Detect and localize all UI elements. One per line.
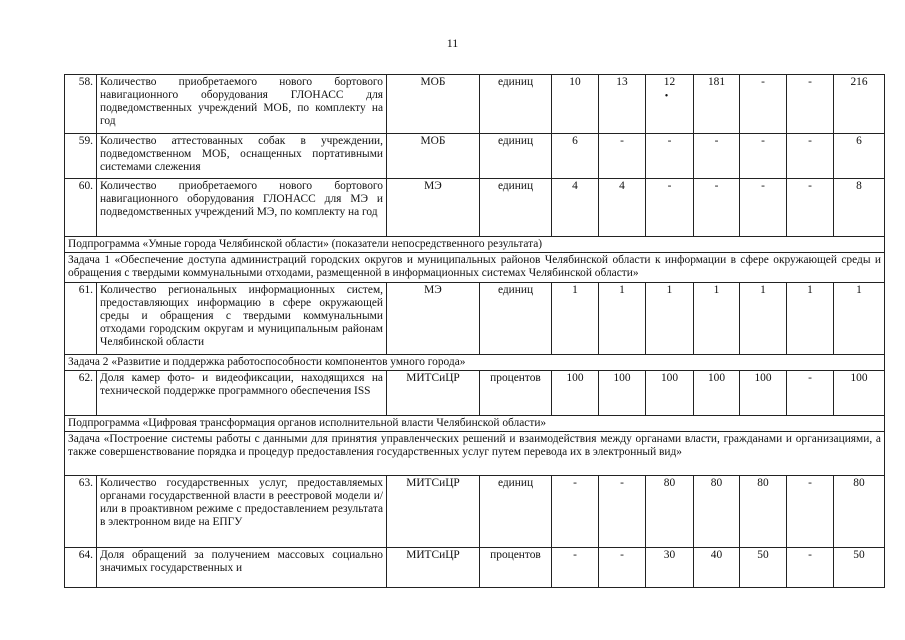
value-cell: 10 <box>552 75 599 134</box>
value-cell: - <box>740 179 787 237</box>
value-cell: - <box>787 548 834 588</box>
task-row <box>65 432 885 476</box>
subprogram-row <box>65 416 885 432</box>
responsible-org: МИТСиЦР <box>387 476 480 548</box>
task-row <box>65 355 885 371</box>
value-cell: 80 <box>834 476 885 548</box>
unit: единиц <box>480 476 552 548</box>
responsible-org: МОБ <box>387 75 480 134</box>
indicators-table <box>64 74 885 588</box>
task-heading: Задача 2 «Развитие и поддержка работоспособности компонентов умного города» <box>65 355 885 371</box>
unit: единиц <box>480 75 552 134</box>
value-cell: 1 <box>740 283 787 355</box>
subprogram-row <box>65 237 885 253</box>
value-cell: 6 <box>552 134 599 179</box>
value-cell: 1 <box>646 283 694 355</box>
value-cell: 4 <box>552 179 599 237</box>
indicator-name: Количество приобретаемого нового бортового навигационного оборудования ГЛОНАСС для МЭ и подведомственных учреждений МЭ, по комплекту на год <box>97 179 387 237</box>
indicator-name: Количество приобретаемого нового бортового навигационного оборудования ГЛОНАСС для подведомственных учреждений МОБ, по комплекту на год <box>97 75 387 134</box>
value-cell: 181 <box>694 75 740 134</box>
value-cell: 50 <box>740 548 787 588</box>
table-row <box>65 548 885 588</box>
value-text: 12 <box>663 76 676 88</box>
indicator-name: Количество государственных услуг, предоставляемых органами государственной власти в реестровой модели и/или в проактивном режиме с предоставлением результата в электронном виде на ЕПГУ <box>97 476 387 548</box>
value-cell: 50 <box>834 548 885 588</box>
task-heading: Задача 1 «Обеспечение доступа администраций городских округов и муниципальных районов Челябинской области к информации в сфере окружающей среды и обращения с твердыми коммунальными отходами, размещенной в информационных системах Челябинской области» <box>65 253 885 283</box>
value-cell: 13 <box>599 75 646 134</box>
table-row <box>65 283 885 355</box>
value-cell: - <box>787 371 834 416</box>
responsible-org: МИТСиЦР <box>387 371 480 416</box>
indicator-name: Количество региональных информационных систем, предоставляющих информацию в сфере окружающей среды и обращения с твердыми коммунальными отходами городским округам и муниципальным районам Челябинской области <box>97 283 387 355</box>
value-cell: 80 <box>646 476 694 548</box>
page-number: 11 <box>446 36 459 50</box>
table-row <box>65 371 885 416</box>
unit: процентов <box>480 548 552 588</box>
value-cell: 100 <box>552 371 599 416</box>
value-cell: - <box>599 476 646 548</box>
value-cell: 4 <box>599 179 646 237</box>
value-cell: - <box>552 548 599 588</box>
row-number: 58. <box>65 75 97 134</box>
value-cell: - <box>787 134 834 179</box>
value-cell: 216 <box>834 75 885 134</box>
value-cell: 100 <box>599 371 646 416</box>
value-cell: - <box>740 134 787 179</box>
value-cell: 80 <box>740 476 787 548</box>
value-cell: 1 <box>787 283 834 355</box>
row-number: 61. <box>65 283 97 355</box>
task-row <box>65 253 885 283</box>
subprogram-heading: Подпрограмма «Цифровая трансформация органов исполнительной власти Челябинской области» <box>65 416 885 432</box>
responsible-org: МЭ <box>387 283 480 355</box>
row-number: 64. <box>65 548 97 588</box>
value-cell: 100 <box>646 371 694 416</box>
unit: единиц <box>480 283 552 355</box>
value-cell: - <box>646 179 694 237</box>
value-cell: 80 <box>694 476 740 548</box>
value-cell: - <box>694 179 740 237</box>
subprogram-heading: Подпрограмма «Умные города Челябинской области» (показатели непосредственного результата) <box>65 237 885 253</box>
value-cell: 8 <box>834 179 885 237</box>
value-cell: - <box>740 75 787 134</box>
unit: единиц <box>480 179 552 237</box>
value-cell: - <box>694 134 740 179</box>
table-row <box>65 75 885 134</box>
value-cell: - <box>787 179 834 237</box>
value-cell: 100 <box>834 371 885 416</box>
table-row <box>65 134 885 179</box>
value-cell: 100 <box>694 371 740 416</box>
value-cell: 1 <box>834 283 885 355</box>
indicator-name: Доля обращений за получением массовых социально значимых государственных и <box>97 548 387 588</box>
value-cell <box>646 75 694 134</box>
value-cell: 30 <box>646 548 694 588</box>
responsible-org: МЭ <box>387 179 480 237</box>
value-cell: 1 <box>552 283 599 355</box>
row-number: 60. <box>65 179 97 237</box>
value-cell: - <box>599 548 646 588</box>
indicator-name: Количество аттестованных собак в учреждении, подведомственном МОБ, оснащенных портативными системами слежения <box>97 134 387 179</box>
value-cell: - <box>787 75 834 134</box>
table-row <box>65 179 885 237</box>
dot-mark: • <box>664 91 669 102</box>
value-cell: - <box>646 134 694 179</box>
value-cell: - <box>599 134 646 179</box>
unit: процентов <box>480 371 552 416</box>
value-cell: 6 <box>834 134 885 179</box>
responsible-org: МОБ <box>387 134 480 179</box>
table-row <box>65 476 885 548</box>
value-cell: - <box>787 476 834 548</box>
task-heading: Задача «Построение системы работы с данными для принятия управленческих решений и взаимодействия между органами власти, гражданами и организациями, а также совершенствование порядка и процедур предоставления государственных услуг путем перевода их в электронный вид» <box>65 432 885 476</box>
value-cell: 40 <box>694 548 740 588</box>
value-cell: 100 <box>740 371 787 416</box>
row-number: 62. <box>65 371 97 416</box>
unit: единиц <box>480 134 552 179</box>
row-number: 59. <box>65 134 97 179</box>
value-cell: - <box>552 476 599 548</box>
value-cell: 1 <box>599 283 646 355</box>
row-number: 63. <box>65 476 97 548</box>
value-cell: 1 <box>694 283 740 355</box>
responsible-org: МИТСиЦР <box>387 548 480 588</box>
indicator-name: Доля камер фото- и видеофиксации, находящихся на технической поддержке программного обеспечения ISS <box>97 371 387 416</box>
